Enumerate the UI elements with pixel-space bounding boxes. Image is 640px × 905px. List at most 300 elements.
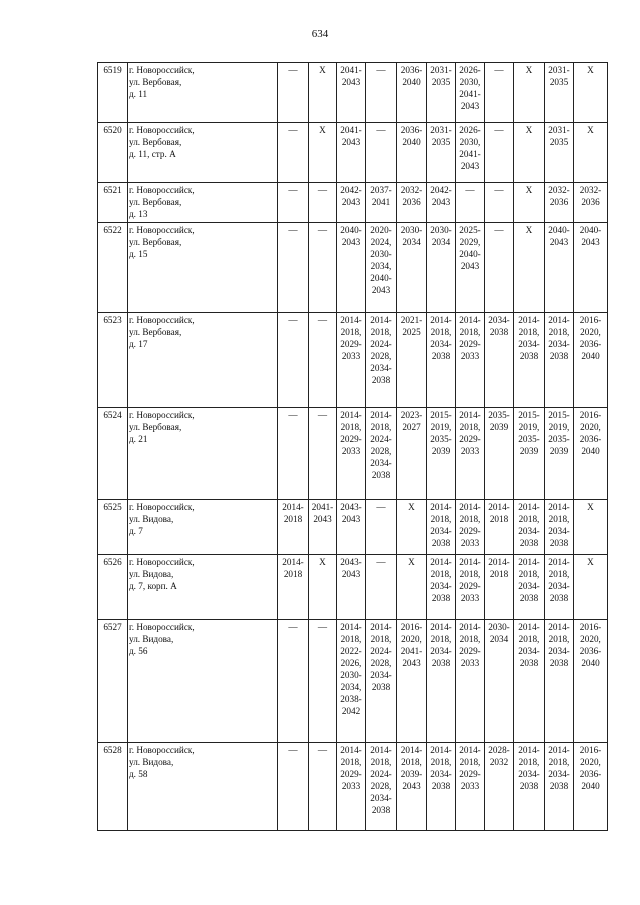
period-line: 2034-	[430, 769, 452, 779]
period-cell	[366, 183, 397, 223]
period-cell	[366, 313, 397, 408]
period-line: 2029-	[459, 526, 481, 536]
period-line: —	[494, 185, 504, 195]
period-line: 2033	[460, 781, 480, 791]
period-line: 2032	[489, 757, 509, 767]
period-line: 2043	[341, 197, 361, 207]
table-row	[98, 555, 608, 620]
period-line: 2018,	[548, 757, 570, 767]
period-line: 2038	[371, 470, 391, 480]
period-line: 2043	[402, 658, 421, 668]
period-line: 2034,	[370, 261, 392, 271]
period-line: —	[288, 315, 298, 325]
period-cell	[456, 500, 485, 555]
table-row	[98, 63, 608, 123]
period-line: 2034-	[548, 526, 570, 536]
period-cell	[397, 408, 427, 500]
address-line: ул. Вербовая,	[129, 327, 182, 337]
period-line: 2030-	[488, 622, 510, 632]
row-number: 6526	[98, 555, 128, 620]
address-cell	[128, 313, 278, 408]
address-line: г. Новороссийск,	[129, 557, 195, 567]
period-cell	[278, 313, 309, 408]
period-cell	[278, 123, 309, 183]
period-line: 2034-	[488, 315, 510, 325]
period-line: 2014-	[488, 502, 510, 512]
period-line: 2029-	[459, 581, 481, 591]
address-line: г. Новороссийск,	[129, 410, 195, 420]
period-cell	[574, 313, 608, 408]
address-cell	[128, 743, 278, 831]
period-cell	[337, 183, 366, 223]
address-line: ул. Видова,	[129, 634, 174, 644]
period-cell	[309, 223, 337, 313]
period-line: —	[288, 622, 298, 632]
period-line: 2032-	[400, 185, 423, 195]
period-line: 2038	[519, 658, 539, 668]
period-line: 2029,	[459, 237, 481, 247]
period-line: 2014-	[459, 557, 481, 567]
period-line: 2016-	[579, 410, 602, 420]
period-line: 2018,	[430, 757, 452, 767]
period-line: 2038	[519, 593, 539, 603]
period-line: 2018,	[370, 757, 392, 767]
period-line: 2040-	[340, 225, 362, 235]
period-line: 2034-	[430, 526, 452, 536]
period-line: 2040	[402, 137, 421, 147]
period-line: 2035	[431, 77, 451, 87]
period-cell	[456, 555, 485, 620]
period-line: 2016-	[579, 622, 602, 632]
period-line: 2036-	[400, 125, 423, 135]
period-cell	[397, 183, 427, 223]
period-line: 2014-	[370, 410, 392, 420]
period-cell	[337, 555, 366, 620]
address-line: ул. Вербовая,	[129, 77, 182, 87]
period-line: 2016-	[400, 622, 423, 632]
address-line: д. 56	[129, 646, 148, 656]
period-cell	[574, 743, 608, 831]
period-line: 2018,	[401, 757, 422, 767]
address-cell	[128, 123, 278, 183]
period-line: 2041-	[340, 65, 362, 75]
period-line: —	[317, 622, 328, 632]
period-cell	[397, 743, 427, 831]
period-line: 2043	[402, 781, 421, 791]
period-line: 2043	[460, 261, 480, 271]
period-cell	[485, 313, 514, 408]
period-cell	[309, 63, 337, 123]
period-cell	[366, 743, 397, 831]
period-line: 2020,	[401, 634, 422, 644]
period-line: 2014-	[518, 315, 540, 325]
period-cell	[427, 313, 456, 408]
period-line: 2034-	[370, 793, 392, 803]
period-line: X	[319, 125, 326, 135]
period-line: 2020,	[580, 422, 601, 432]
period-line: 2041-	[459, 149, 481, 159]
period-line: 2036	[402, 197, 421, 207]
address-line: г. Новороссийск,	[129, 225, 195, 235]
period-line: 2018,	[370, 634, 392, 644]
period-line: —	[494, 65, 504, 75]
table-row	[98, 743, 608, 831]
period-cell	[574, 555, 608, 620]
period-line: 2014-	[548, 745, 570, 755]
period-line: 2014-	[340, 622, 362, 632]
period-line: 2035-	[548, 434, 570, 444]
period-line: 2016-	[579, 745, 602, 755]
period-line: 2014-	[518, 622, 540, 632]
period-line: 2018,	[340, 327, 362, 337]
period-line: 2014-	[340, 410, 362, 420]
period-cell	[545, 183, 574, 223]
row-number: 6520	[98, 123, 128, 183]
period-line: 2037-	[370, 185, 392, 195]
period-cell	[366, 63, 397, 123]
period-line: 2034-	[518, 646, 540, 656]
period-line: 2018,	[548, 514, 570, 524]
period-line: 2038	[519, 351, 539, 361]
address-line: д. 15	[129, 249, 148, 259]
period-cell	[366, 223, 397, 313]
period-cell	[574, 183, 608, 223]
period-line: 2029-	[340, 434, 362, 444]
period-cell	[545, 313, 574, 408]
period-line: 2036-	[400, 65, 423, 75]
period-line: 2029-	[459, 646, 481, 656]
address-line: г. Новороссийск,	[129, 315, 195, 325]
period-cell	[545, 223, 574, 313]
period-line: 2043	[313, 514, 332, 524]
period-line: 2030,	[459, 137, 481, 147]
period-cell	[574, 223, 608, 313]
period-cell	[427, 63, 456, 123]
period-line: 2039	[549, 446, 569, 456]
period-line: 2014-	[459, 745, 481, 755]
period-line: 2030,	[459, 77, 481, 87]
period-line: 2033	[460, 658, 480, 668]
period-line: 2018,	[518, 569, 540, 579]
period-line: —	[376, 125, 386, 135]
period-line: 2039	[519, 446, 539, 456]
period-line: 2043	[460, 161, 480, 171]
address-line: д. 11	[129, 89, 148, 99]
table-row	[98, 183, 608, 223]
address-line: д. 11, стр. А	[129, 149, 176, 159]
period-line: X	[587, 65, 594, 75]
period-cell	[456, 223, 485, 313]
period-line: 2025-	[459, 225, 481, 235]
period-line: —	[376, 65, 386, 75]
period-line: 2040	[402, 77, 421, 87]
address-cell	[128, 555, 278, 620]
period-line: 2034-	[548, 581, 570, 591]
period-line: 2031-	[430, 125, 452, 135]
period-cell	[545, 408, 574, 500]
address-line: д. 21	[129, 434, 148, 444]
period-cell	[309, 123, 337, 183]
address-line: д. 58	[129, 769, 148, 779]
period-cell	[574, 620, 608, 743]
period-line: 2014-	[518, 745, 540, 755]
period-line: 2014-	[459, 622, 481, 632]
period-cell	[278, 183, 309, 223]
period-line: 2038	[431, 781, 451, 791]
period-cell	[337, 408, 366, 500]
period-cell	[427, 123, 456, 183]
period-line: 2033	[460, 351, 480, 361]
period-line: 2018,	[370, 327, 392, 337]
address-cell	[128, 620, 278, 743]
period-line: 2034-	[370, 458, 392, 468]
address-line: ул. Вербовая,	[129, 137, 182, 147]
period-line: 2018,	[518, 757, 540, 767]
period-cell	[309, 620, 337, 743]
period-line: 2015-	[518, 410, 540, 420]
period-cell	[545, 555, 574, 620]
period-line: 2018,	[548, 327, 570, 337]
period-cell	[427, 183, 456, 223]
period-line: 2043	[581, 237, 600, 247]
period-line: 2024-	[370, 434, 392, 444]
period-cell	[456, 408, 485, 500]
period-line: 2043	[341, 237, 361, 247]
period-line: X	[319, 65, 326, 75]
address-line: ул. Вербовая,	[129, 197, 182, 207]
period-line: 2038	[549, 781, 569, 791]
period-cell	[427, 743, 456, 831]
period-cell	[278, 620, 309, 743]
period-cell	[397, 620, 427, 743]
address-line: ул. Видова,	[129, 757, 174, 767]
period-line: 2033	[460, 593, 480, 603]
address-line: д. 13	[129, 209, 148, 219]
table-row	[98, 500, 608, 555]
period-line: —	[317, 185, 328, 195]
period-line: 2042	[341, 706, 361, 716]
period-line: 2018,	[459, 757, 481, 767]
period-line: 2028-	[488, 745, 510, 755]
period-cell	[397, 123, 427, 183]
period-line: 2030-	[430, 225, 452, 235]
period-cell	[485, 620, 514, 743]
period-line: 2018,	[340, 422, 362, 432]
period-line: 2014-	[430, 315, 452, 325]
period-line: 2020,	[580, 757, 601, 767]
period-line: 2036-	[579, 769, 602, 779]
period-line: 2041	[371, 197, 391, 207]
period-line: 2014-	[370, 315, 392, 325]
period-line: 2040-	[370, 273, 392, 283]
period-cell	[456, 743, 485, 831]
period-line: 2024-	[370, 646, 392, 656]
period-line: —	[317, 225, 328, 235]
period-cell	[337, 313, 366, 408]
period-cell	[278, 500, 309, 555]
address-line: г. Новороссийск,	[129, 622, 195, 632]
period-line: 2018	[489, 514, 509, 524]
period-line: 2028,	[370, 351, 392, 361]
period-line: 2030-	[370, 249, 392, 259]
period-line: 2036	[581, 197, 600, 207]
period-line: —	[317, 745, 328, 755]
period-line: 2018,	[518, 634, 540, 644]
period-line: 2021-	[400, 315, 423, 325]
period-cell	[514, 620, 545, 743]
period-cell	[485, 223, 514, 313]
period-line: 2034-	[518, 526, 540, 536]
period-line: —	[288, 745, 298, 755]
period-line: —	[288, 410, 298, 420]
period-line: —	[288, 225, 298, 235]
address-line: г. Новороссийск,	[129, 745, 195, 755]
period-line: 2029-	[459, 769, 481, 779]
period-cell	[366, 500, 397, 555]
period-line: 2014-	[488, 557, 510, 567]
period-line: 2018	[283, 514, 303, 524]
period-line: 2015-	[548, 410, 570, 420]
period-line: 2022-	[340, 646, 362, 656]
period-line: 2043	[549, 237, 569, 247]
period-line: 2035-	[518, 434, 540, 444]
period-line: 2040-	[579, 225, 602, 235]
period-line: 2014-	[518, 502, 540, 512]
period-line: —	[465, 185, 475, 195]
address-line: ул. Видова,	[129, 569, 174, 579]
period-line: 2015-	[430, 410, 452, 420]
period-line: 2018,	[459, 634, 481, 644]
schedule-table	[97, 62, 608, 831]
period-line: 2014-	[430, 745, 452, 755]
period-line: 2014-	[282, 557, 304, 567]
address-line: г. Новороссийск,	[129, 65, 195, 75]
period-cell	[427, 408, 456, 500]
period-line: 2019,	[518, 422, 540, 432]
period-line: 2038	[431, 658, 451, 668]
period-cell	[309, 555, 337, 620]
period-line: 2043	[341, 514, 361, 524]
period-line: 2034-	[370, 670, 392, 680]
period-line: 2035	[431, 137, 451, 147]
period-line: 2042-	[340, 185, 362, 195]
period-line: 2036-	[579, 646, 602, 656]
period-cell	[278, 743, 309, 831]
period-line: 2014-	[430, 557, 452, 567]
period-line: X	[587, 557, 594, 567]
period-line: 2018,	[430, 569, 452, 579]
period-line: 2038	[549, 658, 569, 668]
period-line: 2014-	[430, 502, 452, 512]
period-line: 2034	[402, 237, 421, 247]
period-line: X	[525, 185, 533, 195]
period-cell	[574, 500, 608, 555]
period-line: 2025	[402, 327, 421, 337]
period-line: 2035-	[430, 434, 452, 444]
address-line: г. Новороссийск,	[129, 502, 195, 512]
period-line: 2020,	[580, 327, 601, 337]
period-line: 2040	[581, 781, 600, 791]
period-line: 2042-	[430, 185, 452, 195]
period-line: 2034-	[370, 363, 392, 373]
period-line: 2024-	[370, 339, 392, 349]
period-cell	[545, 743, 574, 831]
period-cell	[574, 123, 608, 183]
period-cell	[456, 620, 485, 743]
period-cell	[397, 313, 427, 408]
period-line: 2028,	[370, 446, 392, 456]
period-line: 2033	[460, 538, 480, 548]
period-line: 2018,	[459, 327, 481, 337]
period-cell	[456, 63, 485, 123]
period-line: 2038	[431, 593, 451, 603]
period-line: 2034-	[548, 646, 570, 656]
period-line: 2014-	[340, 315, 362, 325]
period-line: 2018,	[459, 514, 481, 524]
period-line: 2014-	[518, 557, 540, 567]
period-line: 2031-	[548, 65, 570, 75]
period-line: 2026,	[340, 658, 362, 668]
period-line: 2018,	[548, 569, 570, 579]
period-line: 2033	[341, 351, 361, 361]
period-line: 2040-	[459, 249, 481, 259]
period-cell	[366, 408, 397, 500]
period-cell	[278, 63, 309, 123]
period-cell	[337, 743, 366, 831]
period-cell	[574, 63, 608, 123]
period-line: 2018,	[459, 422, 481, 432]
period-line: 2034	[431, 237, 451, 247]
period-line: 2029-	[459, 434, 481, 444]
period-line: 2038	[549, 351, 569, 361]
period-line: —	[494, 225, 504, 235]
period-line: 2014-	[459, 410, 481, 420]
period-line: 2020-	[370, 225, 392, 235]
period-line: 2039-	[400, 769, 423, 779]
period-line: 2034-	[518, 769, 540, 779]
row-number: 6521	[98, 183, 128, 223]
period-line: 2041-	[340, 125, 362, 135]
period-cell	[485, 500, 514, 555]
period-line: —	[288, 185, 298, 195]
period-line: —	[494, 125, 504, 135]
period-line: 2043-	[340, 557, 362, 567]
period-line: 2014-	[430, 622, 452, 632]
period-cell	[485, 555, 514, 620]
address-line: д. 7	[129, 526, 143, 536]
period-cell	[427, 555, 456, 620]
period-line: X	[587, 502, 594, 512]
period-line: —	[317, 410, 328, 420]
period-line: 2038	[519, 781, 539, 791]
period-line: 2034	[489, 634, 509, 644]
period-cell	[366, 123, 397, 183]
period-line: 2030-	[400, 225, 423, 235]
period-cell	[514, 500, 545, 555]
row-number: 6523	[98, 313, 128, 408]
period-line: 2038	[371, 375, 391, 385]
period-line: 2029-	[340, 769, 362, 779]
period-line: 2029-	[340, 339, 362, 349]
period-line: 2040	[581, 658, 600, 668]
period-cell	[485, 743, 514, 831]
period-line: 2041-	[311, 502, 334, 512]
address-line: ул. Вербовая,	[129, 237, 182, 247]
period-cell	[337, 63, 366, 123]
period-line: 2018,	[518, 514, 540, 524]
period-line: 2020,	[580, 634, 601, 644]
period-line: 2019,	[548, 422, 570, 432]
